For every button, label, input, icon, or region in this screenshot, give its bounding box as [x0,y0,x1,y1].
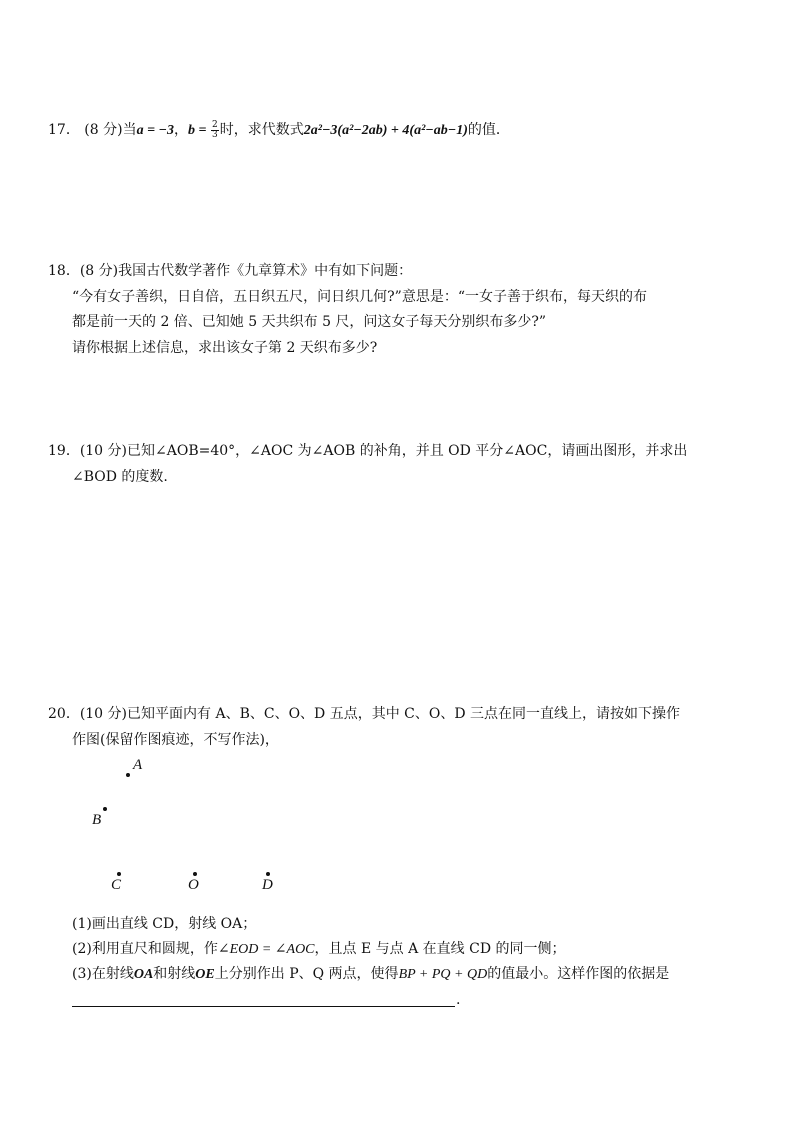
point-b-label: B [92,812,102,828]
question-17 [48,120,510,141]
q17-b-fraction [211,121,219,140]
fraction-numerator: 2 [212,119,218,130]
point-b-dot [103,807,107,811]
point-d-dot [266,872,270,876]
q20-ray-oa: OA [133,967,154,982]
q17-a-value: a = −3 [136,123,175,138]
q20-line-1: 20．(10 分)已知平面内有 A、B、C、O、D 五点，其中 C、O、D 三点在同一直线上，请按如下操作 [48,706,681,722]
q20-step-2 [72,939,566,960]
q17-score: (8 分) [84,122,123,138]
q20-step-2-prefix: (2)利用直尺和圆规，作 [72,941,218,957]
q20-step-2-suffix: ，且点 E 与点 A 在直线 CD 的同一侧； [314,941,566,957]
answer-end-period: . [456,992,461,1008]
q20-step-3-mid-1: 和射线 [153,966,196,982]
answer-blank-line [72,1006,455,1007]
point-c-dot [117,872,121,876]
q18-line-3: 都是前一天的 2 倍、已知她 5 天共织布 5 尺，问这女子每天分别织布多少?” [72,314,547,330]
point-c-label: C [111,877,122,893]
q20-ray-oe: OE [195,967,215,982]
point-a-dot [126,773,130,777]
q20-step-3 [72,964,669,985]
q18-line-4: 请你根据上述信息，求出该女子第 2 天织布多少? [72,340,378,356]
q20-step-1: (1)画出直线 CD，射线 OA； [72,916,257,932]
point-a-label: A [133,757,143,773]
q17-number: 17． [48,122,80,138]
q20-step-3-prefix: (3)在射线 [72,966,134,982]
q20-step-2-math: ∠EOD = ∠AOC [217,942,315,957]
point-o-dot [193,872,197,876]
q18-line-2: “今有女子善织，日自倍，五日织五尺，问日织几何?”意思是：“一女子善于织布，每天织的布 [72,289,647,305]
q17-end: 的值． [467,122,510,138]
q17-expression: 2a²−3(a²−2ab) + 4(a²−ab−1) [303,123,468,138]
q17-after-b: 时，求代数式 [219,122,304,138]
q20-step-3-expression: BP + PQ + QD [398,967,488,982]
q17-when: 当 [122,122,137,138]
point-o-label: O [188,877,199,893]
q20-step-3-mid-2: 上分别作出 P、Q 两点，使得 [214,966,399,982]
q18-line-1: 18．(8 分)我国古代数学著作《九章算术》中有如下问题： [48,263,413,279]
q19-line-1: 19．(10 分)已知∠AOB=40°，∠AOC 为∠AOB 的补角，并且 OD 平分∠AOC，请画出图形，并求出 [48,443,688,459]
q19-line-2: ∠BOD 的度数. [72,469,168,485]
q17-b-value: b = [188,123,211,138]
point-d-label: D [262,877,273,893]
fraction-denominator: 3 [212,129,218,140]
q17-separator: ， [174,122,189,138]
q20-step-3-suffix: 的值最小。这样作图的依据是 [487,966,670,982]
q20-line-2: 作图(保留作图痕迹，不写作法)， [72,732,279,748]
